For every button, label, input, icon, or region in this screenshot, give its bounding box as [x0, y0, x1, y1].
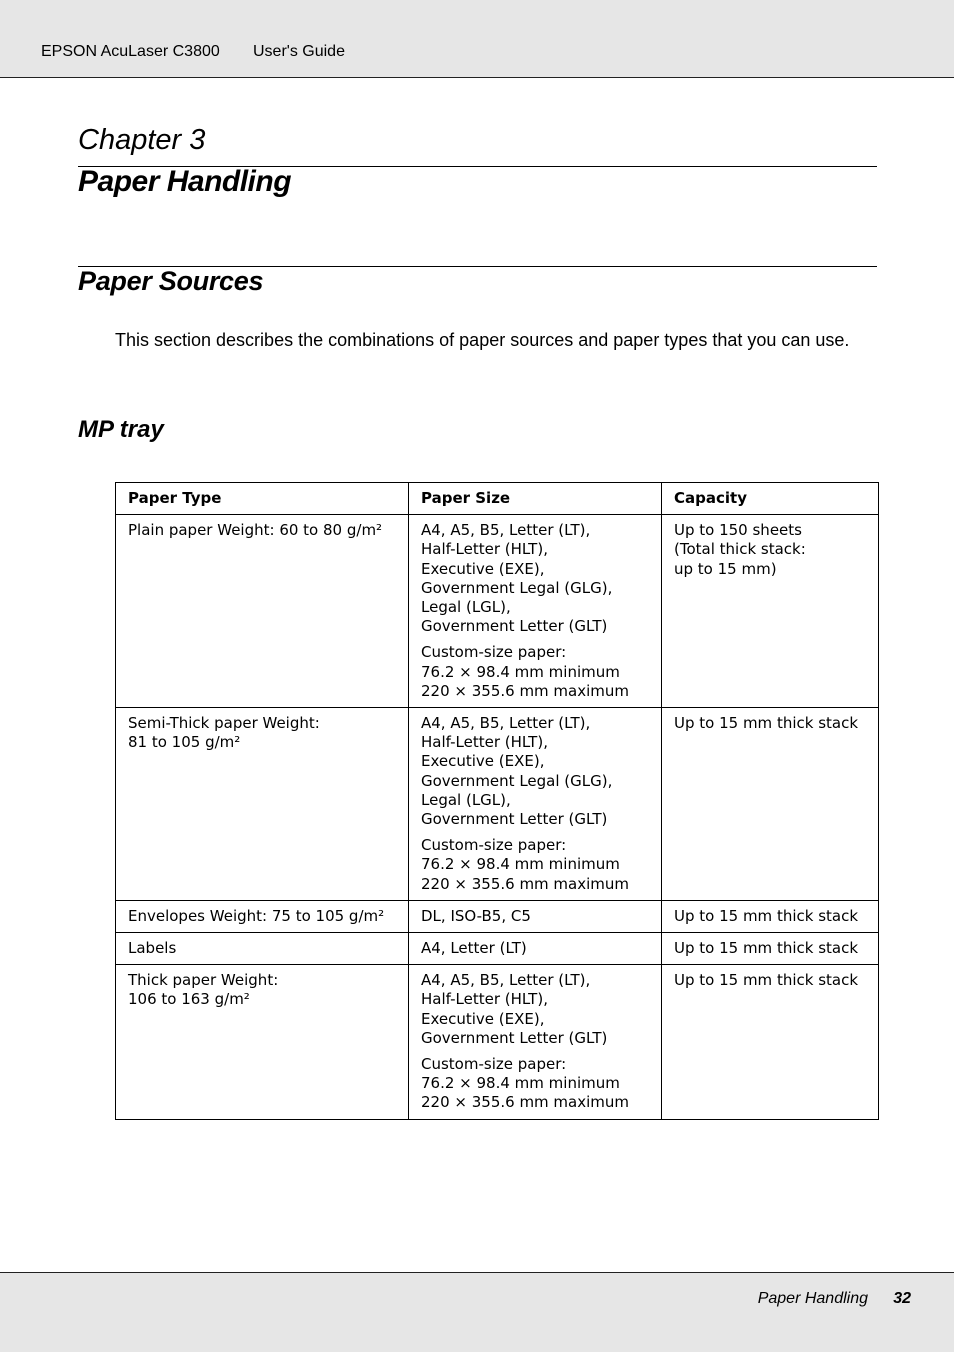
table-row [116, 515, 879, 708]
paper-size-text: A4, Letter (LT) [421, 939, 527, 958]
page-header [0, 0, 954, 78]
cell-paper-size [409, 933, 662, 965]
column-header-paper-size: Paper Size [409, 483, 662, 515]
paper-size-text: A4, A5, B5, Letter (LT), Half-Letter (HLT), Executive (EXE), Government Legal (GLG), Legal (LGL), Government Letter (GLT) [421, 521, 613, 636]
paper-type-text: Envelopes Weight: 75 to 105 g/m² [128, 906, 385, 925]
custom-size-text: Custom-size paper: 76.2 × 98.4 mm minimum 220 × 355.6 mm maximum [421, 1055, 630, 1112]
capacity-text: Up to 15 mm thick stack [674, 714, 859, 733]
cell-capacity [662, 708, 879, 901]
column-header-paper-type: Paper Type [116, 483, 409, 515]
section-title: Paper Sources [78, 266, 264, 296]
cell-paper-size [409, 515, 662, 708]
custom-size-text: Custom-size paper: 76.2 × 98.4 mm minimum 220 × 355.6 mm maximum [421, 643, 630, 700]
chapter-label: Chapter 3 [78, 124, 206, 156]
cell-capacity [662, 515, 879, 708]
paper-size-text: A4, A5, B5, Letter (LT), Half-Letter (HLT), Executive (EXE), Government Legal (GLG), Legal (LGL), Government Letter (GLT) [421, 714, 613, 829]
cell-capacity [662, 900, 879, 932]
cell-paper-type [116, 933, 409, 965]
column-header-capacity: Capacity [662, 483, 879, 515]
section-intro: This section describes the combinations of paper sources and paper types that you can use. [115, 330, 850, 350]
cell-paper-type [116, 965, 409, 1119]
paper-type-text: Semi-Thick paper Weight: 81 to 105 g/m² [128, 714, 320, 752]
table-row [116, 900, 879, 932]
cell-paper-type [116, 515, 409, 708]
cell-capacity [662, 933, 879, 965]
chapter-title: Paper Handling [78, 165, 292, 198]
table-row [116, 965, 879, 1119]
cell-capacity [662, 965, 879, 1119]
capacity-text: Up to 150 sheets (Total thick stack: up to 15 mm) [674, 521, 806, 578]
header-guide-title: User's Guide [253, 43, 345, 60]
paper-type-text: Labels [128, 939, 177, 958]
paper-sources-table [115, 482, 879, 1120]
page-number: 32 [893, 1290, 911, 1307]
paper-type-text: Thick paper Weight: 106 to 163 g/m² [128, 971, 279, 1009]
header-product-name: EPSON AcuLaser C3800 [41, 43, 220, 60]
cell-paper-size [409, 900, 662, 932]
cell-paper-size [409, 965, 662, 1119]
footer-section-name: Paper Handling [757, 1290, 868, 1307]
table-row [116, 708, 879, 901]
paper-size-text: A4, A5, B5, Letter (LT), Half-Letter (HLT), Executive (EXE), Government Letter (GLT) [421, 971, 608, 1047]
capacity-text: Up to 15 mm thick stack [674, 939, 859, 958]
cell-paper-type [116, 900, 409, 932]
paper-size-text: DL, ISO-B5, C5 [421, 906, 531, 925]
cell-paper-type [116, 708, 409, 901]
page-footer [0, 1272, 954, 1352]
capacity-text: Up to 15 mm thick stack [674, 906, 859, 925]
capacity-text: Up to 15 mm thick stack [674, 971, 859, 990]
cell-paper-size [409, 708, 662, 901]
custom-size-text: Custom-size paper: 76.2 × 98.4 mm minimum 220 × 355.6 mm maximum [421, 836, 630, 893]
paper-type-text: Plain paper Weight: 60 to 80 g/m² [128, 521, 383, 540]
subsection-title: MP tray [78, 416, 164, 443]
table-row [116, 933, 879, 965]
table-header-row [116, 483, 879, 515]
